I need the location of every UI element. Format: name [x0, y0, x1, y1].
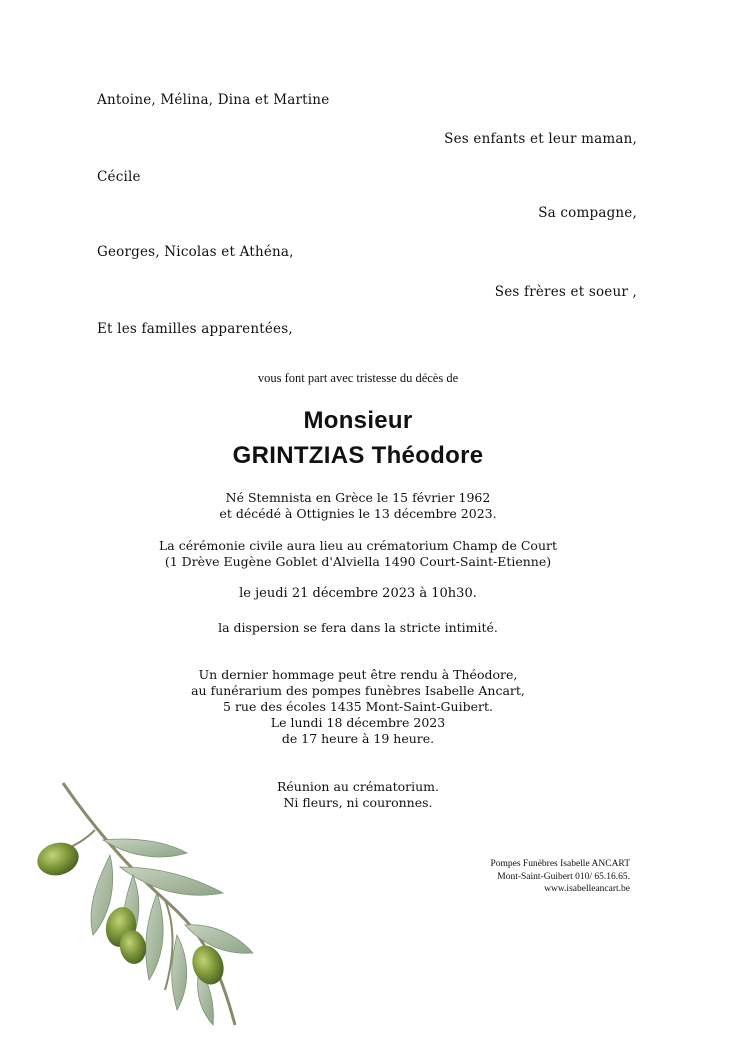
deceased-name: GRINTZIAS Théodore: [232, 442, 484, 469]
tribute-line-1: Un dernier hommage peut être rendu à Théodore,: [198, 667, 518, 682]
dispersion-note: la dispersion se fera dans la stricte intimité.: [218, 620, 498, 635]
companion-name: Cécile: [97, 169, 141, 185]
tribute-line-5: de 17 heure à 19 heure.: [281, 731, 435, 746]
olive-branch-icon: [25, 775, 265, 1030]
death-line: et décédé à Ottignies le 13 décembre 2023.: [219, 506, 497, 521]
deceased-honorific: Monsieur: [303, 407, 413, 434]
ceremony-line-2: (1 Drève Eugène Goblet d'Alviella 1490 Court-Saint-Etienne): [164, 554, 552, 569]
tribute-line-2: au funérarium des pompes funèbres Isabelle Ancart,: [191, 683, 525, 698]
tribute-line-3: 5 rue des écoles 1435 Mont-Saint-Guibert.: [223, 699, 493, 714]
tribute-line-4: Le lundi 18 décembre 2023: [270, 715, 446, 730]
siblings-role: Ses frères et soeur ,: [494, 284, 637, 300]
relatives: Et les familles apparentées,: [97, 321, 293, 337]
closing-line-1: Réunion au crématorium.: [276, 779, 439, 794]
funeral-home-website: www.isabelleancart.be: [544, 884, 630, 894]
closing-line-2: Ni fleurs, ni couronnes.: [283, 795, 433, 810]
intro-text: vous font part avec tristesse du décès de: [257, 371, 459, 385]
ceremony-line-1: La cérémonie civile aura lieu au crématorium Champ de Court: [158, 538, 557, 553]
siblings-names: Georges, Nicolas et Athéna,: [97, 244, 294, 260]
ceremony-date-time: le jeudi 21 décembre 2023 à 10h30.: [239, 586, 477, 601]
children-names: Antoine, Mélina, Dina et Martine: [97, 92, 330, 108]
funeral-home-address: Mont-Saint-Guibert 010/ 65.16.65.: [497, 871, 630, 882]
birth-line: Né Stemnista en Grèce le 15 février 1962: [225, 490, 491, 505]
companion-role: Sa compagne,: [538, 205, 637, 221]
children-role: Ses enfants et leur maman,: [444, 131, 637, 147]
funeral-home-name: Pompes Funèbres Isabelle ANCART: [490, 859, 630, 869]
funeral-home-info: [490, 858, 630, 896]
